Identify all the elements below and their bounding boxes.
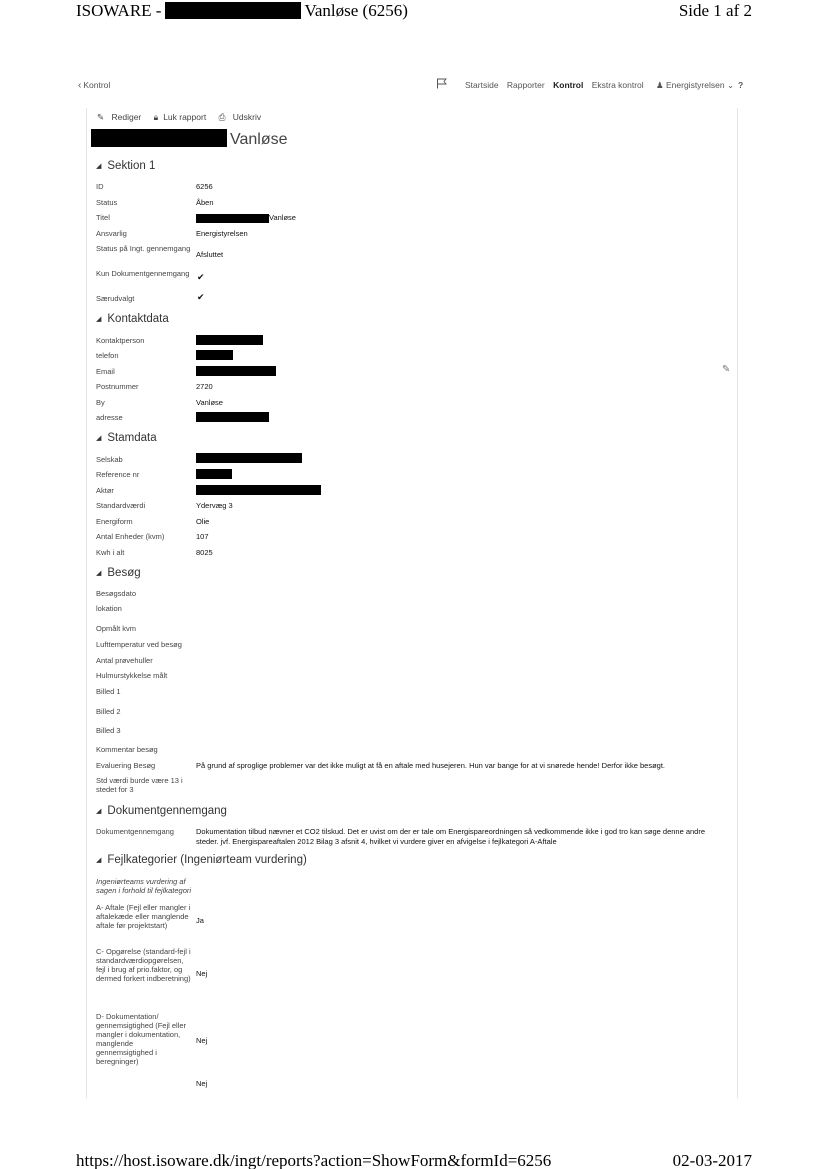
- field-value-d-dokumentation: Nej: [196, 1036, 208, 1045]
- field-label-reference: Reference nr: [96, 470, 140, 479]
- section-header-besog[interactable]: [96, 567, 141, 579]
- collapse-triangle-icon: ◢: [96, 857, 102, 864]
- field-value-titel: [196, 213, 296, 223]
- field-label-energiform: Energiform: [96, 517, 133, 526]
- section-header-fejlkategorier[interactable]: [96, 854, 307, 866]
- nav-link-startside[interactable]: Startside: [465, 80, 499, 90]
- page-title-text: Vanløse: [230, 131, 288, 148]
- nav-link-rapporter[interactable]: Rapporter: [506, 80, 545, 90]
- edit-label: Rediger: [111, 112, 142, 122]
- field-label-provehuller: Antal prøvehuller: [96, 656, 153, 665]
- field-label-by: By: [96, 398, 105, 407]
- checkmark-icon: ✔: [197, 272, 205, 282]
- section-header-kontaktdata[interactable]: [96, 313, 169, 325]
- nav-link-ekstra-kontrol[interactable]: Ekstra kontrol: [591, 80, 644, 90]
- print-label: Udskriv: [232, 112, 262, 122]
- section-title: Stamdata: [107, 432, 157, 444]
- collapse-triangle-icon: ◢: [96, 316, 102, 323]
- field-label-ansvarlig: Ansvarlig: [96, 229, 127, 238]
- field-label-a-aftale: A- Aftale (Fejl eller mangler i aftalekæde eller manglende aftale før projektstart): [96, 903, 191, 930]
- print-footer-date: 02-03-2017: [672, 1151, 752, 1169]
- print-header-app: ISOWARE -: [76, 1, 162, 20]
- section-header-sektion-1[interactable]: [96, 160, 155, 172]
- field-value-energiform: Olie: [196, 517, 210, 526]
- redacted-block: [91, 129, 227, 147]
- collapse-triangle-icon: ◢: [96, 435, 102, 442]
- field-label-kun-dokument: Kun Dokumentgennemgang: [96, 269, 190, 278]
- redacted-block: [196, 453, 302, 463]
- back-label: Kontrol: [83, 80, 111, 90]
- print-header-title: [76, 1, 408, 21]
- pencil-icon[interactable]: ✎: [722, 364, 731, 375]
- field-label-status-ingt: Status på Ingt. gennemgang: [96, 244, 191, 253]
- field-value-next-category: Nej: [196, 1079, 208, 1088]
- redacted-block: [196, 350, 233, 360]
- redacted-block: [196, 412, 269, 422]
- field-value-dokumentgennemgang: Dokumentation tilbud nævner et CO2 tilskud. Det er uvist om der er tale om Energispareordningen så vedkommende ikke i god tro kan søge denne andre steder. jvf. Energispareaftalen 2012 Bilag 3 afsnit 4, hvilket vi vurdere giver en afvigelse i fejlkategori A-Aftale: [196, 827, 706, 846]
- field-value-status: Åben: [196, 198, 214, 207]
- edit-icon: ✎: [97, 112, 105, 122]
- field-label-status: Status: [96, 198, 118, 207]
- field-label-hulmur: Hulmurstykkelse målt: [96, 671, 168, 680]
- print-page-number: Side 1 af 2: [678, 1, 752, 20]
- field-label-id: ID: [96, 182, 104, 191]
- field-label-dokumentgennemgang: Dokumentgennemgang: [96, 827, 174, 836]
- field-label-adresse: adresse: [96, 413, 123, 422]
- section-title: Fejlkategorier (Ingeniørteam vurdering): [107, 854, 307, 866]
- collapse-triangle-icon: ◢: [96, 808, 102, 815]
- checkmark-icon: ✔: [197, 292, 205, 302]
- print-footer-url: https://host.isoware.dk/ingt/reports?action=ShowForm&formId=6256: [76, 1151, 552, 1169]
- chevron-down-icon: ⌄: [726, 80, 735, 90]
- field-label-c-opgorelse: C- Opgørelse (standard-fejl i standardværdiopgørelsen, fejl i brug af prio.faktor, og dermed forkert indberetning): [96, 947, 191, 983]
- field-label-kwh: Kwh i alt: [96, 548, 125, 557]
- redacted-block: [196, 469, 232, 479]
- field-label-enheder: Antal Enheder (kvm): [96, 532, 165, 541]
- lock-icon: 🔒︎: [153, 112, 159, 122]
- field-label-d-dokumentation: D- Dokumentation/ gennemsigtighed (Fejl eller mangler i dokumentation, manglende gennemsigtighed i beregninger): [96, 1012, 187, 1066]
- report-toolbar: [97, 112, 271, 123]
- fejl-intro-text: Ingeniørteams vurdering af sagen i forhold til fejlkategori: [96, 877, 192, 895]
- nav-link-kontrol[interactable]: Kontrol: [553, 80, 584, 90]
- flag-icon[interactable]: [436, 78, 448, 89]
- field-label-standardvaerdi: Standardværdi: [96, 501, 146, 510]
- nav-links: [465, 80, 650, 90]
- redacted-block: [196, 485, 321, 495]
- section-header-stamdata[interactable]: [96, 432, 157, 444]
- redacted-block: [196, 366, 276, 376]
- section-title: Sektion 1: [107, 160, 156, 172]
- close-report-button[interactable]: [154, 112, 212, 122]
- field-label-evaluering: Evaluering Besøg: [96, 761, 156, 770]
- print-button[interactable]: [219, 112, 267, 122]
- field-label-lokation: lokation: [96, 604, 122, 613]
- field-label-lufttemp: Lufttemperatur ved besøg: [96, 640, 182, 649]
- section-title: Besøg: [107, 567, 141, 579]
- redacted-block: [196, 335, 263, 345]
- user-menu[interactable]: [656, 80, 734, 91]
- field-value-c-opgorelse: Nej: [196, 969, 208, 978]
- print-header: [76, 0, 752, 22]
- field-label-besogsdato: Besøgsdato: [96, 589, 137, 598]
- chevron-left-icon: ‹: [78, 80, 82, 91]
- field-value-kwh: 8025: [196, 548, 213, 557]
- field-value-id: 6256: [196, 182, 213, 191]
- field-value-standardvaerdi: Ydervæg 3: [196, 501, 233, 510]
- close-report-label: Luk rapport: [163, 112, 207, 122]
- field-label-billed-2: Billed 2: [96, 707, 121, 716]
- field-label-kontaktperson: Kontaktperson: [96, 336, 145, 345]
- field-label-saerudvalgt: Særudvalgt: [96, 294, 135, 303]
- field-label-postnummer: Postnummer: [96, 382, 139, 391]
- section-title: Kontaktdata: [107, 313, 169, 325]
- help-icon[interactable]: ?: [738, 80, 744, 90]
- redacted-block: [196, 214, 269, 223]
- field-label-billed-1: Billed 1: [96, 687, 121, 696]
- user-icon: ♟: [656, 80, 664, 90]
- field-label-opmalt: Opmålt kvm: [96, 624, 137, 633]
- field-label-billed-3: Billed 3: [96, 726, 121, 735]
- page-title: [91, 129, 288, 149]
- field-value-enheder: 107: [196, 532, 209, 541]
- field-label-std-vaerdi: Std værdi burde være 13 i stedet for 3: [96, 776, 183, 794]
- collapse-triangle-icon: ◢: [96, 163, 102, 170]
- print-header-suffix: Vanløse (6256): [304, 1, 408, 20]
- edit-button[interactable]: [97, 112, 146, 122]
- field-value-postnummer: 2720: [196, 382, 213, 391]
- field-value-status-ingt: Afsluttet: [196, 250, 224, 259]
- field-value-evaluering: På grund af sproglige problemer var det ikke muligt at få en aftale med husejeren. Hun var bange for at vi snørede hende! Derfor ikke besøgt.: [196, 761, 666, 770]
- collapse-triangle-icon: ◢: [96, 570, 102, 577]
- field-value-a-aftale: Ja: [196, 916, 204, 925]
- section-title: Dokumentgennemgang: [107, 805, 227, 817]
- back-link[interactable]: [78, 80, 110, 91]
- section-header-dokumentgennemgang[interactable]: [96, 805, 227, 817]
- print-footer: [76, 1151, 752, 1169]
- field-label-titel: Titel: [96, 213, 110, 222]
- field-label-kommentar: Kommentar besøg: [96, 745, 158, 754]
- field-label-email: Email: [96, 367, 115, 376]
- user-name: Energistyrelsen: [666, 80, 725, 90]
- printer-icon: ⎙: [218, 112, 226, 122]
- titel-text: Vanløse: [269, 213, 296, 222]
- field-label-telefon: telefon: [96, 351, 119, 360]
- field-label-selskab: Selskab: [96, 455, 123, 464]
- field-value-ansvarlig: Energistyrelsen: [196, 229, 248, 238]
- redacted-block: [165, 2, 301, 19]
- field-label-aktor: Aktør: [96, 486, 114, 495]
- top-navbar: [76, 78, 752, 94]
- field-value-by: Vanløse: [196, 398, 223, 407]
